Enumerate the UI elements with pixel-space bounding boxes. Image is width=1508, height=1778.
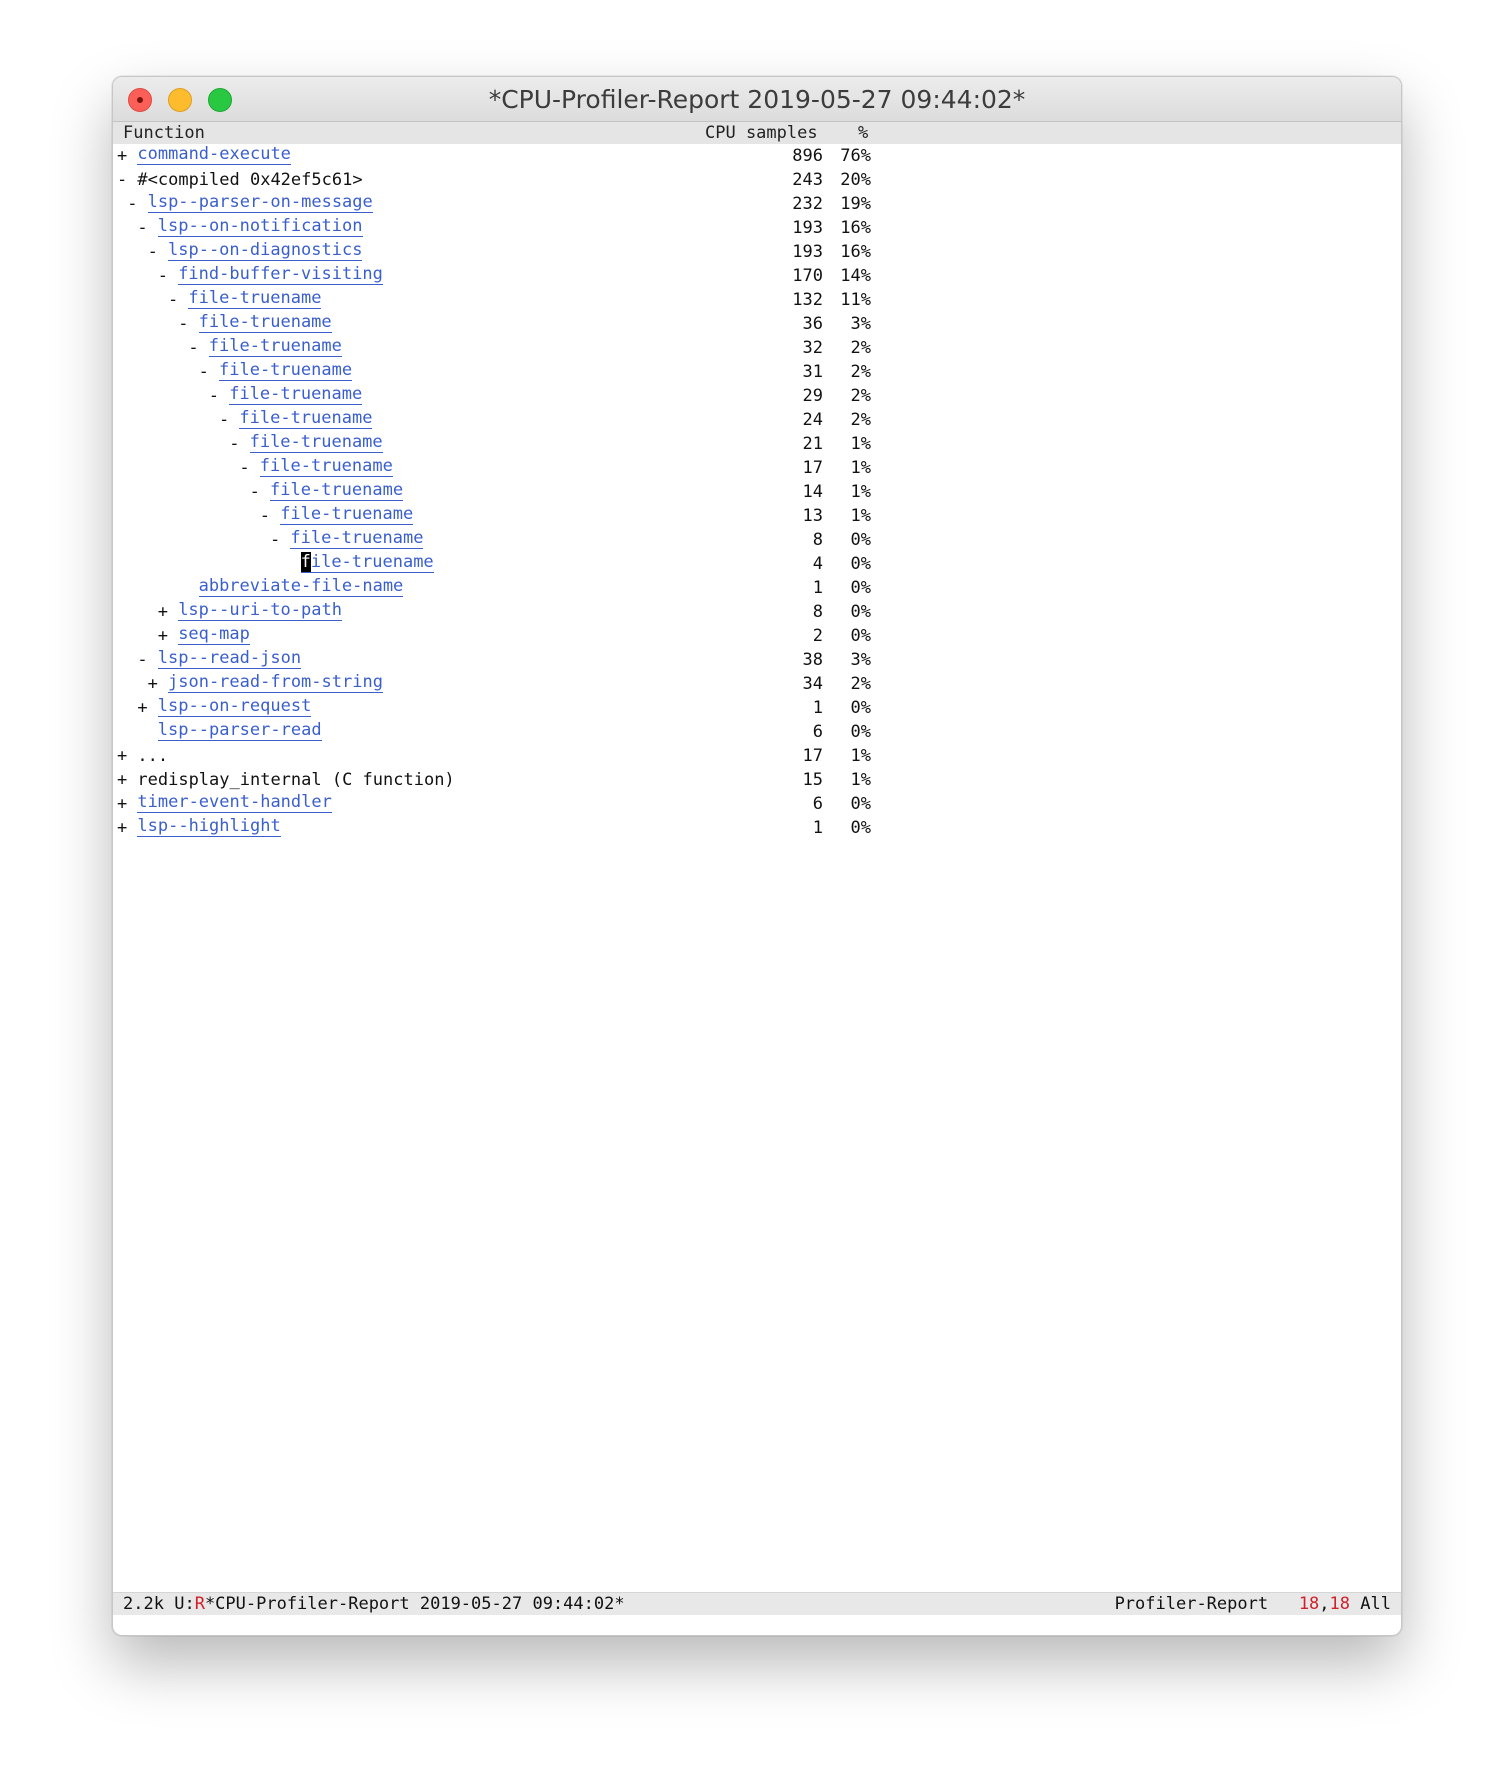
table-row[interactable] xyxy=(113,312,1401,336)
cpu-samples-value: 193 xyxy=(792,242,823,262)
mode-line-right xyxy=(1115,1593,1391,1615)
percent-value: 0% xyxy=(850,818,871,838)
table-row[interactable] xyxy=(113,600,1401,624)
expand-toggle[interactable]: + xyxy=(157,626,169,646)
collapse-toggle[interactable]: - xyxy=(229,434,240,454)
collapse-toggle[interactable]: - xyxy=(259,506,271,526)
collapse-toggle[interactable]: - xyxy=(178,314,189,334)
expand-toggle[interactable]: + xyxy=(147,674,158,694)
header-cpu-samples[interactable]: CPU samples xyxy=(705,123,818,143)
cpu-samples-value: 29 xyxy=(802,386,823,406)
cpu-samples-value: 170 xyxy=(792,266,823,286)
table-row[interactable] xyxy=(113,168,1401,192)
percent-value: 0% xyxy=(850,530,871,550)
expand-toggle[interactable]: + xyxy=(117,818,128,838)
table-row[interactable] xyxy=(113,216,1401,240)
collapse-toggle[interactable]: - xyxy=(137,650,148,670)
percent-value: 3% xyxy=(850,314,871,334)
table-row[interactable] xyxy=(113,696,1401,720)
function-name-rest: ile-truename xyxy=(310,552,434,572)
function-link[interactable]: file-truename xyxy=(208,336,342,356)
cpu-samples-value: 36 xyxy=(802,314,823,334)
readonly-flag[interactable]: R xyxy=(194,1594,205,1614)
expand-toggle[interactable]: + xyxy=(137,698,148,718)
table-row[interactable] xyxy=(113,456,1401,480)
collapse-toggle[interactable]: - xyxy=(127,194,138,214)
expand-toggle[interactable]: + xyxy=(117,770,128,790)
cpu-samples-value: 17 xyxy=(802,458,823,478)
cpu-samples-value: 232 xyxy=(792,194,823,214)
major-mode[interactable]: Profiler-Report xyxy=(1114,1594,1269,1614)
function-link[interactable]: lsp--parser-on-message xyxy=(147,192,373,212)
function-link[interactable]: lsp--on-request xyxy=(157,696,312,716)
line-number: 18 xyxy=(1298,1594,1320,1614)
percent-value: 1% xyxy=(850,506,871,526)
expand-toggle[interactable]: + xyxy=(117,146,128,166)
function-link[interactable]: file-truename xyxy=(280,504,414,524)
percent-value: 2% xyxy=(850,410,871,430)
function-link[interactable]: file-truename xyxy=(229,384,363,404)
function-link[interactable]: file-truename xyxy=(259,456,393,476)
percent-value: 1% xyxy=(850,482,871,502)
window-title: *CPU-Profiler-Report 2019-05-27 09:44:02* xyxy=(488,85,1026,114)
function-link[interactable]: lsp--read-json xyxy=(157,648,302,668)
function-name: ... xyxy=(137,746,169,766)
function-name: redisplay_internal (C function) xyxy=(137,770,455,790)
collapse-toggle[interactable]: - xyxy=(188,338,199,358)
function-link[interactable]: lsp--on-diagnostics xyxy=(168,240,363,260)
header-function[interactable]: Function xyxy=(123,123,205,143)
collapse-toggle[interactable]: - xyxy=(117,170,128,190)
mode-line-left xyxy=(123,1593,625,1615)
collapse-toggle[interactable]: - xyxy=(137,218,148,238)
title-bar xyxy=(113,77,1401,122)
cpu-samples-value: 31 xyxy=(802,362,823,382)
function-link[interactable]: file-truename xyxy=(249,432,383,452)
function-link[interactable]: abbreviate-file-name xyxy=(198,576,404,596)
collapse-toggle[interactable]: - xyxy=(208,386,220,406)
table-row[interactable] xyxy=(113,144,1401,168)
cpu-samples-value: 1 xyxy=(812,818,823,838)
buffer-name[interactable]: *CPU-Profiler-Report 2019-05-27 09:44:02* xyxy=(204,1594,625,1614)
percent-value: 16% xyxy=(840,242,871,262)
collapse-toggle[interactable]: - xyxy=(270,530,281,550)
cpu-samples-value: 15 xyxy=(802,770,823,790)
table-row[interactable] xyxy=(113,576,1401,600)
cpu-samples-value: 1 xyxy=(812,578,823,598)
percent-value: 1% xyxy=(850,434,871,454)
table-row[interactable] xyxy=(113,528,1401,552)
cpu-samples-value: 896 xyxy=(792,146,823,166)
percent-value: 11% xyxy=(840,290,871,310)
buffer-position: All xyxy=(1360,1594,1391,1614)
cpu-samples-value: 17 xyxy=(802,746,823,766)
function-link[interactable]: find-buffer-visiting xyxy=(178,264,383,284)
header-percent[interactable]: % xyxy=(858,123,869,143)
function-link[interactable] xyxy=(301,552,434,573)
percent-value: 0% xyxy=(850,602,871,622)
percent-value: 0% xyxy=(850,578,871,598)
table-row[interactable] xyxy=(113,480,1401,504)
table-row[interactable] xyxy=(113,744,1401,768)
collapse-toggle[interactable]: - xyxy=(249,482,260,502)
function-link[interactable]: lsp--highlight xyxy=(137,816,281,836)
expand-toggle[interactable]: + xyxy=(117,794,128,814)
collapse-toggle[interactable]: - xyxy=(147,242,158,262)
percent-value: 0% xyxy=(850,722,871,742)
cpu-samples-value: 38 xyxy=(802,650,823,670)
function-link[interactable]: lsp--parser-read xyxy=(157,720,322,740)
percent-value: 2% xyxy=(850,362,871,382)
percent-value: 0% xyxy=(850,554,871,574)
function-link[interactable]: file-truename xyxy=(270,480,404,500)
percent-value: 14% xyxy=(840,266,871,286)
column-header xyxy=(113,122,1401,144)
table-row[interactable] xyxy=(113,720,1401,744)
line-col-sep: , xyxy=(1319,1594,1330,1614)
table-row[interactable] xyxy=(113,264,1401,288)
table-row[interactable] xyxy=(113,648,1401,672)
cpu-samples-value: 243 xyxy=(792,170,823,190)
cpu-samples-value: 21 xyxy=(802,434,823,454)
profiler-window xyxy=(112,76,1402,1636)
table-row[interactable] xyxy=(113,432,1401,456)
table-row[interactable] xyxy=(113,792,1401,816)
expand-toggle[interactable]: + xyxy=(157,602,169,622)
cpu-samples-value: 1 xyxy=(812,698,823,718)
cpu-samples-value: 6 xyxy=(812,722,823,742)
function-link[interactable]: json-read-from-string xyxy=(168,672,383,692)
function-link[interactable]: lsp--on-notification xyxy=(157,216,363,236)
function-link[interactable]: file-truename xyxy=(219,360,353,380)
percent-value: 2% xyxy=(850,674,871,694)
mode-line xyxy=(113,1592,1401,1615)
cpu-samples-value: 34 xyxy=(802,674,823,694)
cpu-samples-value: 132 xyxy=(792,290,823,310)
expand-toggle[interactable]: + xyxy=(117,746,128,766)
table-row[interactable] xyxy=(113,816,1401,840)
percent-value: 2% xyxy=(850,338,871,358)
percent-value: 1% xyxy=(850,770,871,790)
table-row[interactable] xyxy=(113,768,1401,792)
percent-value: 19% xyxy=(840,194,871,214)
cpu-samples-value: 32 xyxy=(802,338,823,358)
cpu-samples-value: 6 xyxy=(812,794,823,814)
table-row[interactable] xyxy=(113,408,1401,432)
table-row[interactable] xyxy=(113,336,1401,360)
cpu-samples-value: 13 xyxy=(802,506,823,526)
percent-value: 0% xyxy=(850,794,871,814)
buffer-size: 2.2k xyxy=(123,1594,164,1614)
table-row[interactable] xyxy=(113,552,1401,576)
collapse-toggle[interactable]: - xyxy=(168,290,179,310)
percent-value: 0% xyxy=(850,698,871,718)
table-row[interactable] xyxy=(113,624,1401,648)
cpu-samples-value: 193 xyxy=(792,218,823,238)
collapse-toggle[interactable]: - xyxy=(239,458,250,478)
function-link[interactable]: file-truename xyxy=(188,288,322,308)
cpu-samples-value: 8 xyxy=(812,530,823,550)
function-link[interactable]: timer-event-handler xyxy=(137,792,332,812)
percent-value: 2% xyxy=(850,386,871,406)
table-row[interactable] xyxy=(113,192,1401,216)
cpu-samples-value: 8 xyxy=(812,602,823,622)
percent-value: 0% xyxy=(850,626,871,646)
collapse-toggle[interactable]: - xyxy=(157,266,169,286)
cpu-samples-value: 4 xyxy=(812,554,823,574)
percent-value: 76% xyxy=(840,146,871,166)
percent-value: 20% xyxy=(840,170,871,190)
percent-value: 3% xyxy=(850,650,871,670)
table-row[interactable] xyxy=(113,288,1401,312)
function-link[interactable]: command-execute xyxy=(137,144,291,164)
function-name: #<compiled 0x42ef5c61> xyxy=(137,170,363,190)
collapse-toggle[interactable]: - xyxy=(198,362,209,382)
cpu-samples-value: 14 xyxy=(802,482,823,502)
column-number: 18 xyxy=(1329,1594,1351,1614)
table-row[interactable] xyxy=(113,672,1401,696)
table-row[interactable] xyxy=(113,384,1401,408)
function-link[interactable]: file-truename xyxy=(198,312,332,332)
profile-tree xyxy=(113,144,1401,840)
table-row[interactable] xyxy=(113,360,1401,384)
percent-value: 16% xyxy=(840,218,871,238)
cpu-samples-value: 2 xyxy=(812,626,823,646)
table-row[interactable] xyxy=(113,504,1401,528)
function-link[interactable]: seq-map xyxy=(178,624,250,644)
function-link[interactable]: file-truename xyxy=(290,528,424,548)
collapse-toggle[interactable]: - xyxy=(219,410,230,430)
function-link[interactable]: file-truename xyxy=(239,408,373,428)
percent-value: 1% xyxy=(850,746,871,766)
table-row[interactable] xyxy=(113,240,1401,264)
function-link[interactable]: lsp--uri-to-path xyxy=(178,600,342,620)
coding-system: U: xyxy=(174,1594,195,1614)
cpu-samples-value: 24 xyxy=(802,410,823,430)
text-cursor: f xyxy=(300,552,311,572)
percent-value: 1% xyxy=(850,458,871,478)
